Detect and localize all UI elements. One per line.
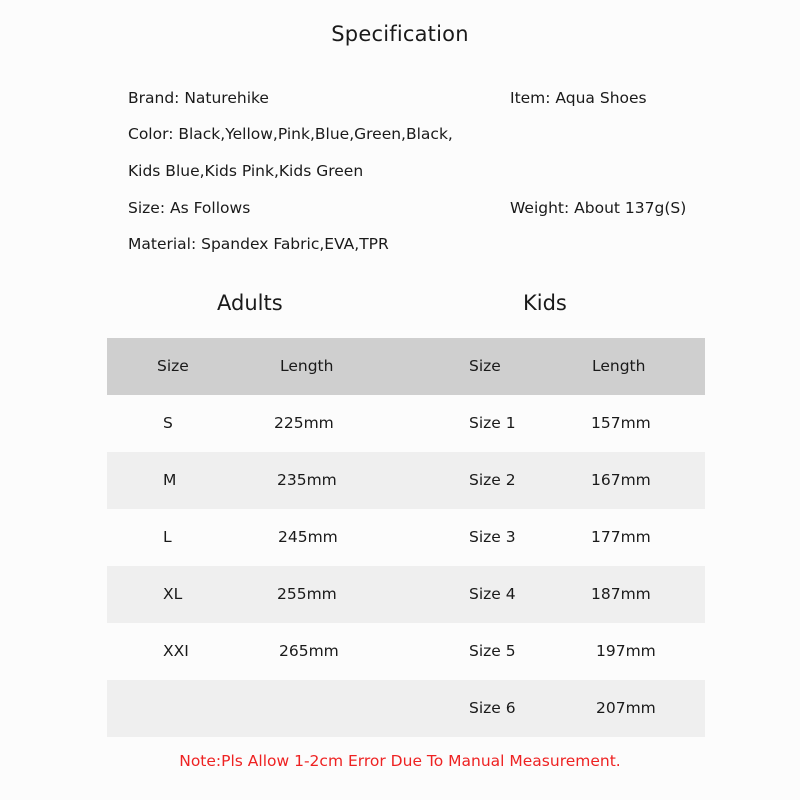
spec-item: Item: Aqua Shoes (510, 89, 647, 107)
kid-size-cell: Size 2 (469, 471, 516, 489)
table-header-row (107, 338, 705, 395)
table-row (107, 452, 705, 509)
adult-size-cell: XXI (163, 642, 189, 660)
adult-length-cell: 255mm (277, 585, 337, 603)
spec-color-line1: Color: Black,Yellow,Pink,Blue,Green,Black, (128, 125, 453, 143)
kid-size-cell: Size 1 (469, 414, 516, 432)
kid-size-cell: Size 6 (469, 699, 516, 717)
adults-heading: Adults (217, 291, 283, 315)
adult-length-cell: 265mm (279, 642, 339, 660)
kid-length-cell: 187mm (591, 585, 651, 603)
spec-weight: Weight: About 137g(S) (510, 199, 687, 217)
kid-length-cell: 167mm (591, 471, 651, 489)
adult-length-cell: 235mm (277, 471, 337, 489)
adult-size-cell: XL (163, 585, 183, 603)
adult-size-cell: L (163, 528, 172, 546)
header-adult-length: Length (280, 357, 334, 375)
table-row (107, 566, 705, 623)
spec-material: Material: Spandex Fabric,EVA,TPR (128, 235, 389, 253)
table-row (107, 623, 705, 680)
table-row (107, 395, 705, 452)
spec-size: Size: As Follows (128, 199, 251, 217)
spec-brand: Brand: Naturehike (128, 89, 269, 107)
measurement-note: Note:Pls Allow 1-2cm Error Due To Manual Measurement. (179, 752, 621, 770)
kid-length-cell: 177mm (591, 528, 651, 546)
kid-size-cell: Size 4 (469, 585, 516, 603)
size-table (107, 338, 705, 737)
kid-size-cell: Size 5 (469, 642, 516, 660)
kid-length-cell: 207mm (596, 699, 656, 717)
kid-length-cell: 157mm (591, 414, 651, 432)
table-row (107, 509, 705, 566)
header-kid-length: Length (592, 357, 646, 375)
kid-size-cell: Size 3 (469, 528, 516, 546)
header-kid-size: Size (469, 357, 501, 375)
kid-length-cell: 197mm (596, 642, 656, 660)
kids-heading: Kids (523, 291, 567, 315)
table-row (107, 680, 705, 737)
header-adult-size: Size (157, 357, 189, 375)
page-title: Specification (331, 22, 469, 46)
adult-size-cell: M (163, 471, 177, 489)
adult-length-cell: 225mm (274, 414, 334, 432)
adult-length-cell: 245mm (278, 528, 338, 546)
adult-size-cell: S (163, 414, 173, 432)
spec-color-line2: Kids Blue,Kids Pink,Kids Green (128, 162, 364, 180)
